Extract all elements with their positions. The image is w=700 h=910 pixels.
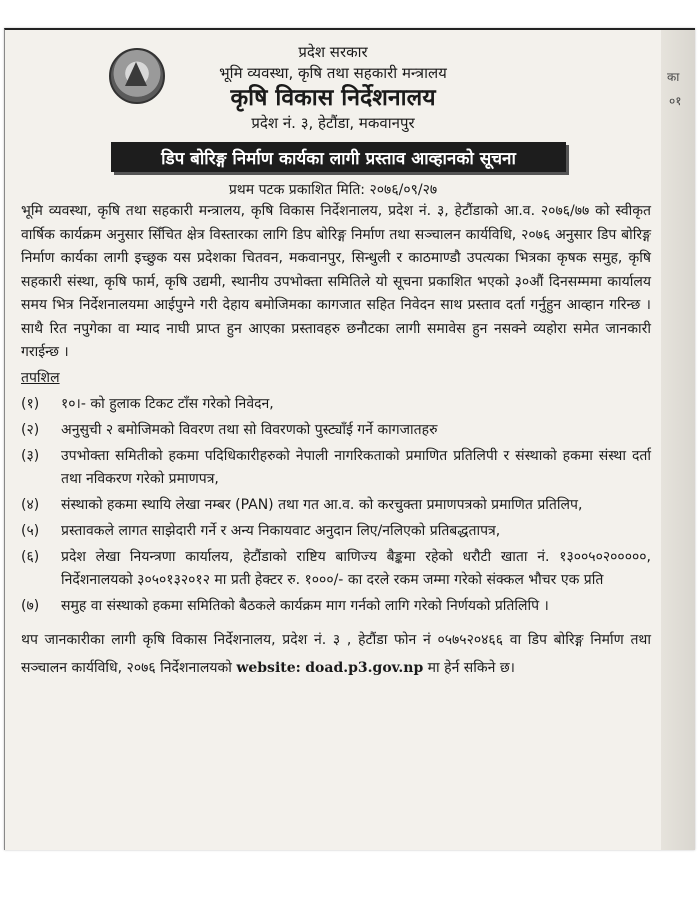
header-address: प्रदेश नं. ३, हेटौंडा, मकवानपुर xyxy=(251,114,415,132)
list-item xyxy=(21,393,651,416)
edge-note: का xyxy=(667,70,680,84)
website-label: website: xyxy=(236,659,301,676)
item-text: उपभोक्ता समितीको हकमा पदिधिकारीहरुको नेपाली नागरिकताको प्रमाणित प्रतिलिपी र संस्थाको हकमा संस्था दर्ता तथा नविकरण गरेको प्रमाणपत्र, xyxy=(61,447,651,487)
footer-paragraph xyxy=(21,626,651,682)
list-item xyxy=(21,520,651,543)
list-item xyxy=(21,445,651,491)
item-number: (१) xyxy=(21,395,40,412)
reference-label: तपशिल xyxy=(21,369,60,386)
item-text: प्रस्तावकले लागत साझेदारी गर्ने र अन्य निकायवाट अनुदान लिए/नलिएको प्रतिबद्धतापत्र, xyxy=(61,522,501,539)
published-date: प्रथम पटक प्रकाशित मिति: २०७६/०९/२७ xyxy=(228,182,438,198)
footer-text-after: मा हेर्न सकिने छ। xyxy=(423,659,515,676)
list-item xyxy=(21,595,651,618)
requirements-list xyxy=(21,393,651,618)
item-number: (६) xyxy=(21,548,40,565)
item-text: १०।- को हुलाक टिकट टाँस गरेको निवेदन, xyxy=(61,395,274,412)
notice-title: डिप बोरिङ्ग निर्माण कार्यका लागी प्रस्ताव आव्हानको सूचना xyxy=(111,142,566,172)
paper-edge xyxy=(661,30,695,850)
body-paragraph: भूमि व्यवस्था, कृषि तथा सहकारी मन्त्रालय, कृषि विकास निर्देशनालय, प्रदेश नं. ३, हेटौंडाको आ.व. २०७६/७७ को स्वीकृत वार्षिक कार्यक्रम अनुसार सिँचित क्षेत्र विस्तारका लागि डिप बोरिङ्ग निर्माण तथा सञ्चालन कार्यविधि, २०७६ अनुसार डिप बोरिङ्ग निर्माण कार्यका लागी इच्छुक यस प्रदेशका चितवन, मकवानपुर, सिन्धुली र काठमाण्डौ उपत्यका भित्रका कृषक समुह, कृषि सहकारी संस्था, कृषि फार्म, कृषि उद्यमी, स्थानीय उपभोक्ता समितिले यो सूचना प्रकाशित भएको ३०औं दिनसम्ममा कार्यालय समय भित्र निर्देशनालयमा आईपुग्ने गरी देहाय बमोजिमका कागजात सहित निवेदन साथ प्रस्ताव दर्ता गर्नुहुन आव्हान गरिन्छ । साथै रित नपुगेका वा म्याद नाघी प्राप्त हुन आएका प्रस्तावहरु छनौटका लागी समावेस हुन नसक्ने व्यहोरा समेत जानकारी गराईन्छ । xyxy=(21,203,651,360)
item-number: (३) xyxy=(21,447,40,464)
item-number: (२) xyxy=(21,421,40,438)
item-text: अनुसुची २ बमोजिमको विवरण तथा सो विवरणको पुस्ट्याँई गर्ने कागजातहरु xyxy=(61,421,438,438)
header-ministry: भूमि व्यवस्था, कृषि तथा सहकारी मन्त्रालय xyxy=(219,64,447,82)
item-text: संस्थाको हकमा स्थायि लेखा नम्बर (PAN) तथा गत आ.व. को करचुक्ता प्रमाणपत्रको प्रमाणित प्रतिलिप, xyxy=(61,496,583,513)
footer-text-before: थप जानकारीका लागी कृषि विकास निर्देशनालय, प्रदेश नं. ३ , हेटौंडा फोन नं ०५७५२०४६६ वा डिप बोरिङ्ग निर्माण तथा सञ्चालन कार्यविधि, २०७६ निर्देशनालयको xyxy=(21,631,651,676)
header-office: कृषि विकास निर्देशनालय xyxy=(230,85,436,111)
notice-paper xyxy=(4,28,695,850)
edge-note: ०१ xyxy=(669,94,682,108)
list-item xyxy=(21,546,651,592)
item-text: समुह वा संस्थाको हकमा समितिको बैठकले कार्यक्रम माग गर्नको लागि गरेको निर्णयको प्रतिलिपि । xyxy=(61,597,549,614)
website-link: doad.p3.gov.np xyxy=(305,659,424,676)
item-number: (७) xyxy=(21,597,40,614)
item-number: (५) xyxy=(21,522,40,539)
header-government: प्रदेश सरकार xyxy=(298,43,368,61)
list-item xyxy=(21,494,651,517)
list-item xyxy=(21,419,651,442)
item-number: (४) xyxy=(21,496,40,513)
notice-content xyxy=(21,200,651,682)
notice-header xyxy=(5,42,661,134)
item-text: प्रदेश लेखा नियन्त्रणा कार्यालय, हेटौंडाको राष्टिय बाणिज्य बैङ्कमा रहेको धरौटी खाता नं. १३००५०२०००००, निर्देशनालयको ३०५०१३२०१२ मा प्रती हेक्टर रु. १०००/- का दरले रकम जम्मा गरेको संक्कल भौचर एक प्रति xyxy=(61,548,651,588)
